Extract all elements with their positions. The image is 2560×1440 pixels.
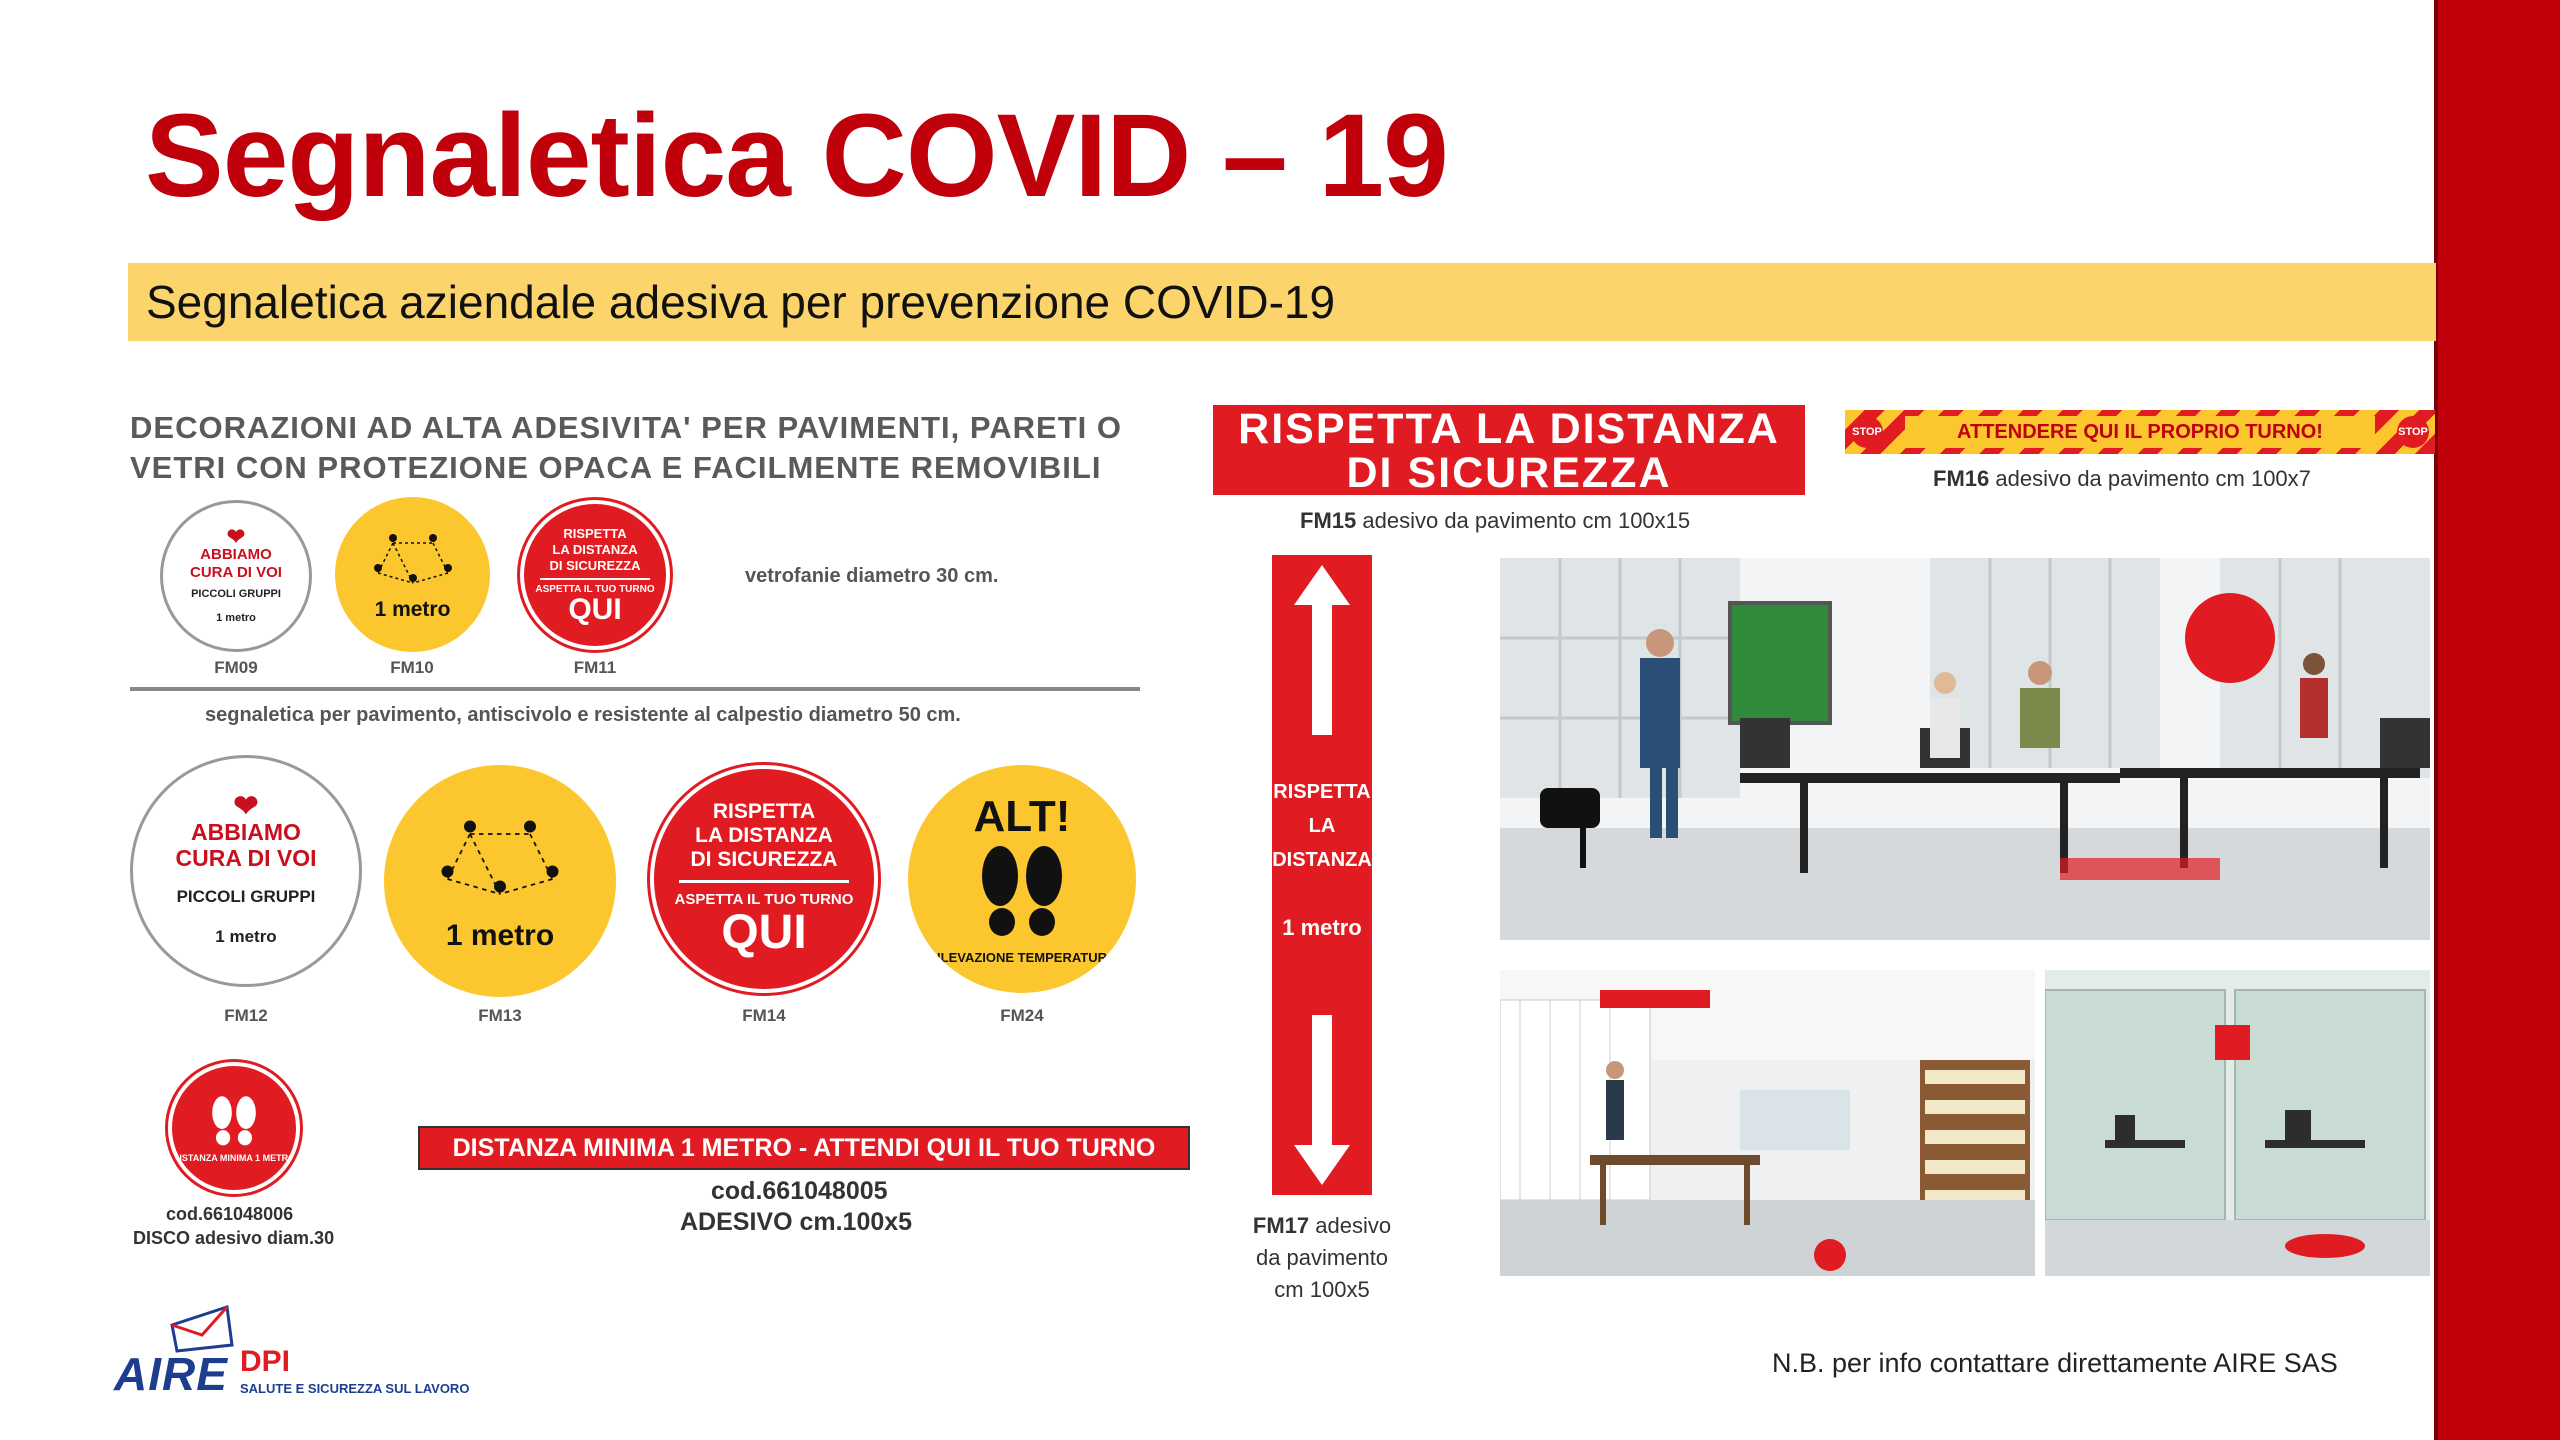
fm11-line1: RISPETTA — [563, 525, 627, 541]
fm24-arc-text: RILEVAZIONE TEMPERATURA — [927, 949, 1117, 965]
fm13-code: FM13 — [478, 1006, 522, 1025]
fm13-label: 1 metro — [445, 919, 555, 952]
fm14-code: FM14 — [742, 1006, 786, 1025]
fm15-caption-text: adesivo da pavimento cm 100x15 — [1362, 508, 1691, 533]
heart-icon: ❤ — [226, 524, 246, 549]
fm14-line3: DI SICUREZZA — [690, 848, 838, 871]
sticker-fm12 — [130, 755, 362, 987]
fm17-sign — [1272, 555, 1372, 1195]
fm12-code: FM12 — [224, 1006, 268, 1025]
heading-line-2: VETRI CON PROTEZIONE OPACA E FACILMENTE REMOVIBILI — [130, 450, 1102, 485]
heading-line-1: DECORAZIONI AD ALTA ADESIVITA' PER PAVIMENTI, PARETI O — [130, 410, 1122, 445]
footer-note: N.B. per info contattare direttamente AIRE SAS — [1772, 1348, 2338, 1378]
floor-sign-note: segnaletica per pavimento, antiscivolo e resistente al calpestio diametro 50 cm. — [205, 704, 961, 726]
fm10-code: FM10 — [390, 658, 434, 677]
fm15-caption — [1300, 508, 1690, 534]
people-distance-icon — [425, 809, 575, 919]
sticker-fm24 — [908, 765, 1136, 993]
disco-code: cod.661048006 — [166, 1204, 294, 1224]
fm11-line5: QUI — [568, 592, 622, 626]
fm17-text — [1272, 775, 1372, 945]
office-photo — [1500, 558, 2430, 940]
fm17-line2: LA — [1308, 815, 1336, 837]
fm15-line2: DI SICUREZZA — [1346, 449, 1672, 497]
arrow-down-icon — [1294, 1015, 1350, 1185]
fm12-line3: PICCOLI GRUPPI — [176, 887, 316, 906]
fm10-label: 1 metro — [374, 597, 451, 621]
fm14-line1: RISPETTA — [712, 800, 816, 823]
sticker-fm09 — [160, 500, 312, 652]
side-accent-bar — [2434, 0, 2560, 1440]
product-heading — [130, 408, 1122, 488]
fm17-caption-1: adesivo — [1315, 1213, 1392, 1238]
envelope-logo-icon — [167, 1305, 237, 1353]
fm11-line3: DI SICUREZZA — [549, 557, 641, 573]
fm17-caption-2: da pavimento — [1255, 1245, 1389, 1270]
disco-arc-text: DISTANZA MINIMA 1 METRO — [172, 1153, 296, 1163]
fm16-code: FM16 — [1933, 466, 1990, 491]
stop-icon: STOP — [2397, 416, 2429, 448]
store-photo — [1500, 970, 2035, 1276]
sticker-fm11 — [520, 500, 670, 650]
disco-desc: DISCO adesivo diam.30 — [133, 1228, 335, 1248]
page-subtitle: Segnaletica aziendale adesiva per prevenzione COVID-19 — [146, 276, 1336, 328]
strip-desc: ADESIVO cm.100x5 — [680, 1208, 913, 1236]
fm09-line2: CURA DI VOI — [190, 564, 282, 581]
fm09-line1: ABBIAMO — [200, 546, 272, 563]
logo-product: DPI — [240, 1345, 291, 1378]
fm24-label: ALT! — [973, 791, 1071, 841]
fm11-line2: LA DISTANZA — [552, 541, 638, 557]
fm16-caption-text: adesivo da pavimento cm 100x7 — [1995, 466, 2311, 491]
fm17-line3: DISTANZA — [1272, 849, 1372, 871]
fm17-caption — [1236, 1210, 1408, 1306]
fm09-line3: PICCOLI GRUPPI — [191, 588, 281, 600]
fm12-line2: CURA DI VOI — [175, 845, 317, 871]
fm14-line2: LA DISTANZA — [695, 824, 833, 847]
store-scene-image — [1500, 970, 2035, 1276]
window-sticker-note: vetrofanie diametro 30 cm. — [745, 565, 999, 587]
fm17-caption-3: cm 100x5 — [1274, 1277, 1370, 1302]
aire-dpi-logo — [112, 1305, 522, 1405]
sticker-fm13 — [384, 765, 616, 997]
office-scene-image — [1500, 558, 2430, 940]
fm17-line1: RISPETTA — [1273, 781, 1371, 803]
disco-sticker — [168, 1062, 300, 1194]
fm11-line4: ASPETTA IL TUO TURNO — [535, 583, 655, 595]
strip-code: cod.661048005 — [711, 1177, 888, 1205]
sticker-fm10 — [335, 497, 490, 652]
fm16-label: ATTENDERE QUI IL PROPRIO TURNO! — [1905, 416, 2375, 448]
fm09-line4: 1 metro — [216, 612, 256, 624]
footprints-icon — [199, 1093, 269, 1153]
fm12-line1: ABBIAMO — [191, 819, 301, 845]
divider — [130, 687, 1140, 691]
logo-tagline: SALUTE E SICUREZZA SUL LAVORO — [240, 1381, 470, 1396]
page-title: Segnaletica COVID – 19 — [145, 90, 1448, 222]
fm16-sign — [1845, 410, 2435, 454]
fm17-code: FM17 — [1252, 1213, 1310, 1238]
arrow-up-icon — [1294, 565, 1350, 735]
glass-office-photo — [2045, 970, 2430, 1276]
fm24-code: FM24 — [1000, 1006, 1044, 1025]
heart-icon: ❤ — [233, 790, 259, 823]
fm14-line4: ASPETTA IL TUO TURNO — [674, 891, 854, 908]
fm12-line4: 1 metro — [215, 927, 277, 946]
fm14-line5: QUI — [721, 906, 807, 959]
fm15-line1: RISPETTA LA DISTANZA — [1238, 405, 1780, 453]
fm16-caption — [1933, 466, 2311, 492]
footprints-icon — [962, 840, 1082, 950]
fm17-line4: 1 metro — [1282, 915, 1362, 940]
fm15-sign — [1213, 405, 1805, 495]
people-distance-icon — [363, 528, 463, 598]
sticker-fm14 — [650, 765, 878, 993]
fm09-code: FM09 — [214, 658, 258, 677]
logo-brand: AIRE — [114, 1348, 228, 1400]
fm11-code: FM11 — [573, 658, 617, 677]
stop-icon: STOP — [1851, 416, 1883, 448]
fm15-code: FM15 — [1300, 508, 1357, 533]
glass-office-scene-image — [2045, 970, 2430, 1276]
distance-strip-sticker: DISTANZA MINIMA 1 METRO - ATTENDI QUI IL TUO TURNO — [418, 1126, 1190, 1170]
